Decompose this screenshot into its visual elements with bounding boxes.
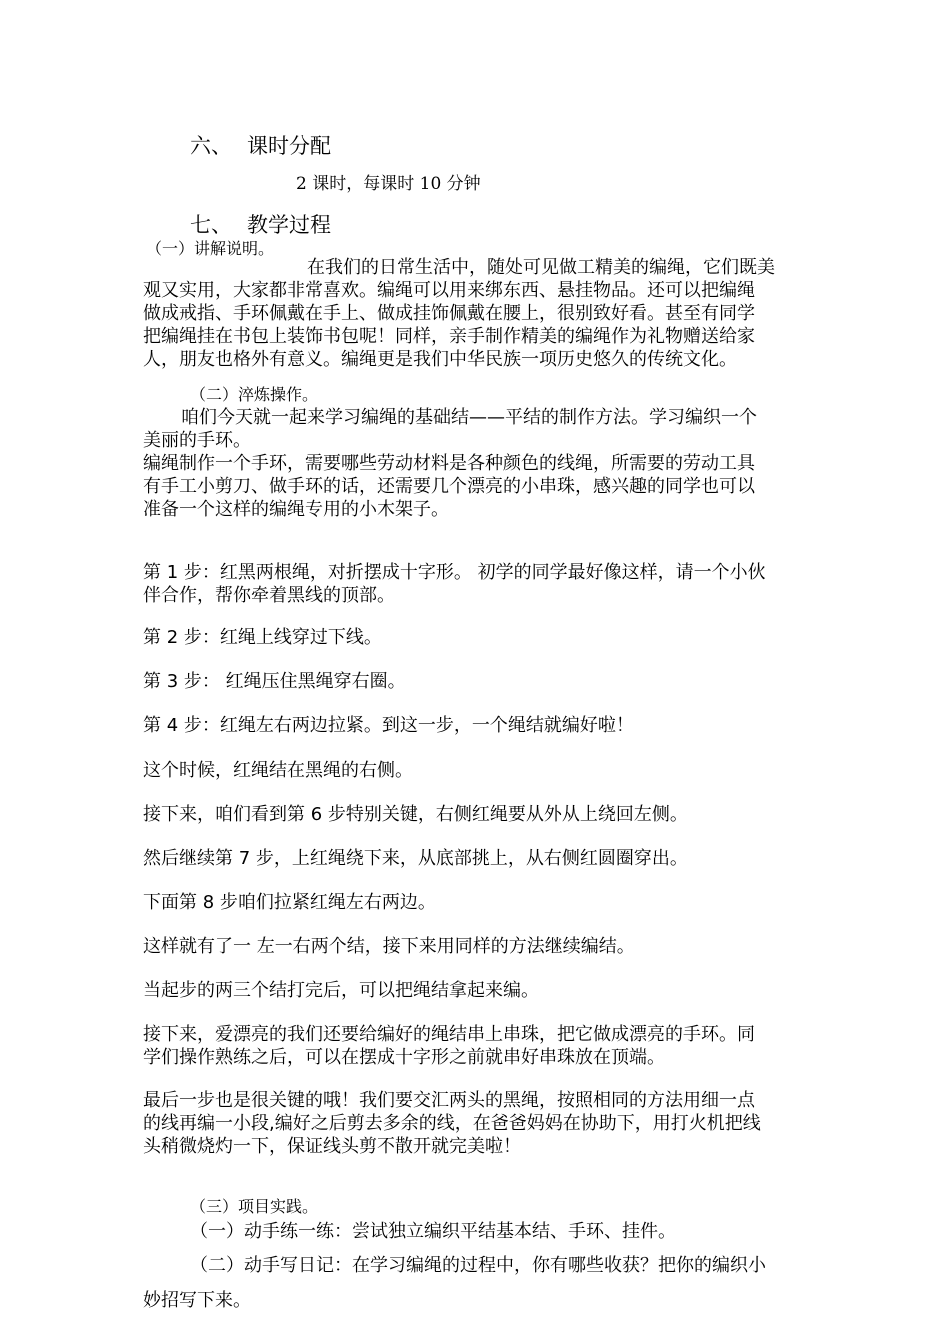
final-step-line: 头稍微烧灼一下，保证线头剪不散开就完美啦！ [143, 1136, 521, 1157]
part1-line: 在我们的日常生活中，随处可见做工精美的编绳，它们既美 [307, 257, 775, 278]
section7-title: 教学过程 [247, 213, 331, 237]
step1-line: 伴合作，帮你牵着黑线的顶部。 [143, 585, 395, 606]
beads-line: 接下来，爱漂亮的我们还要给编好的绳结串上串珠，把它做成漂亮的手环。同 [143, 1024, 755, 1045]
materials-line: 编绳制作一个手环，需要哪些劳动材料是各种颜色的线绳，所需要的劳动工具 [143, 453, 755, 474]
step4-text: 第 4 步：红绳左右两边拉紧。到这一步，一个绳结就编好啦！ [143, 715, 634, 736]
step2-text: 第 2 步：红绳上线穿过下线。 [143, 627, 382, 648]
section6-detail: 2 课时，每课时 10 分钟 [296, 174, 481, 194]
part2-label: （二）淬炼操作。 [190, 385, 319, 404]
lift-knot-text: 当起步的两三个结打完后，可以把绳结拿起来编。 [143, 980, 539, 1001]
step7-text: 然后继续第 7 步，上红绳绕下来，从底部挑上，从右侧红圆圈穿出。 [143, 848, 688, 869]
section6-number: 六、 [190, 134, 232, 158]
part1-line: 做成戒指、手环佩戴在手上、做成挂饰佩戴在腰上，很别致好看。甚至有同学 [143, 303, 755, 324]
practice-item-2-text: 在学习编绳的过程中，你有哪些收获？把你的编织小 [352, 1255, 766, 1276]
section6-title: 课时分配 [247, 134, 331, 158]
part1-line: 观又实用，大家都非常喜欢。编绳可以用来绑东西、悬挂物品。还可以把编绳 [143, 280, 755, 301]
practice-item-1-label: （一）动手练一练： [190, 1221, 352, 1242]
step8-text: 下面第 8 步咱们拉紧红绳左右两边。 [143, 892, 436, 913]
part1-label: （一）讲解说明。 [146, 239, 275, 258]
practice-item-2-continued: 妙招写下来。 [143, 1290, 251, 1311]
knot-right-text: 这个时候，红绳结在黑绳的右侧。 [143, 760, 413, 781]
practice-item-2-label: （二）动手写日记： [190, 1255, 352, 1276]
step6-text: 接下来，咱们看到第 6 步特别关键，右侧红绳要从外从上绕回左侧。 [143, 804, 688, 825]
part2-intro-line: 美丽的手环。 [143, 430, 251, 451]
final-step-line: 的线再编一小段,编好之后剪去多余的线，在爸爸妈妈在协助下，用打火机把线 [143, 1113, 761, 1134]
step3-text: 第 3 步： 红绳压住黑绳穿右圈。 [143, 671, 406, 692]
practice-item-2 [190, 1256, 766, 1277]
practice-item-1 [190, 1222, 676, 1243]
final-step-line: 最后一步也是很关键的哦！我们要交汇两头的黑绳，按照相同的方法用细一点 [143, 1090, 755, 1111]
materials-line: 有手工小剪刀、做手环的话，还需要几个漂亮的小串珠，感兴趣的同学也可以 [143, 476, 755, 497]
materials-line: 准备一个这样的编绳专用的小木架子。 [143, 499, 449, 520]
part3-label: （三）项目实践。 [190, 1197, 319, 1216]
part1-line: 把编绳挂在书包上装饰书包呢！同样，亲手制作精美的编绳作为礼物赠送给家 [143, 326, 755, 347]
section7-number: 七、 [190, 213, 232, 237]
part1-line: 人，朋友也格外有意义。编绳更是我们中华民族一项历史悠久的传统文化。 [143, 349, 737, 370]
part2-intro-line: 咱们今天就一起来学习编绳的基础结——平结的制作方法。学习编织一个 [181, 407, 757, 428]
practice-item-1-text: 尝试独立编织平结基本结、手环、挂件。 [352, 1221, 676, 1242]
step1-line: 第 1 步：红黑两根绳，对折摆成十字形。 初学的同学最好像这样，请一个小伙 [143, 562, 766, 583]
two-knots-text: 这样就有了一 左一右两个结，接下来用同样的方法继续编结。 [143, 936, 635, 957]
beads-line: 学们操作熟练之后，可以在摆成十字形之前就串好串珠放在顶端。 [143, 1047, 665, 1068]
